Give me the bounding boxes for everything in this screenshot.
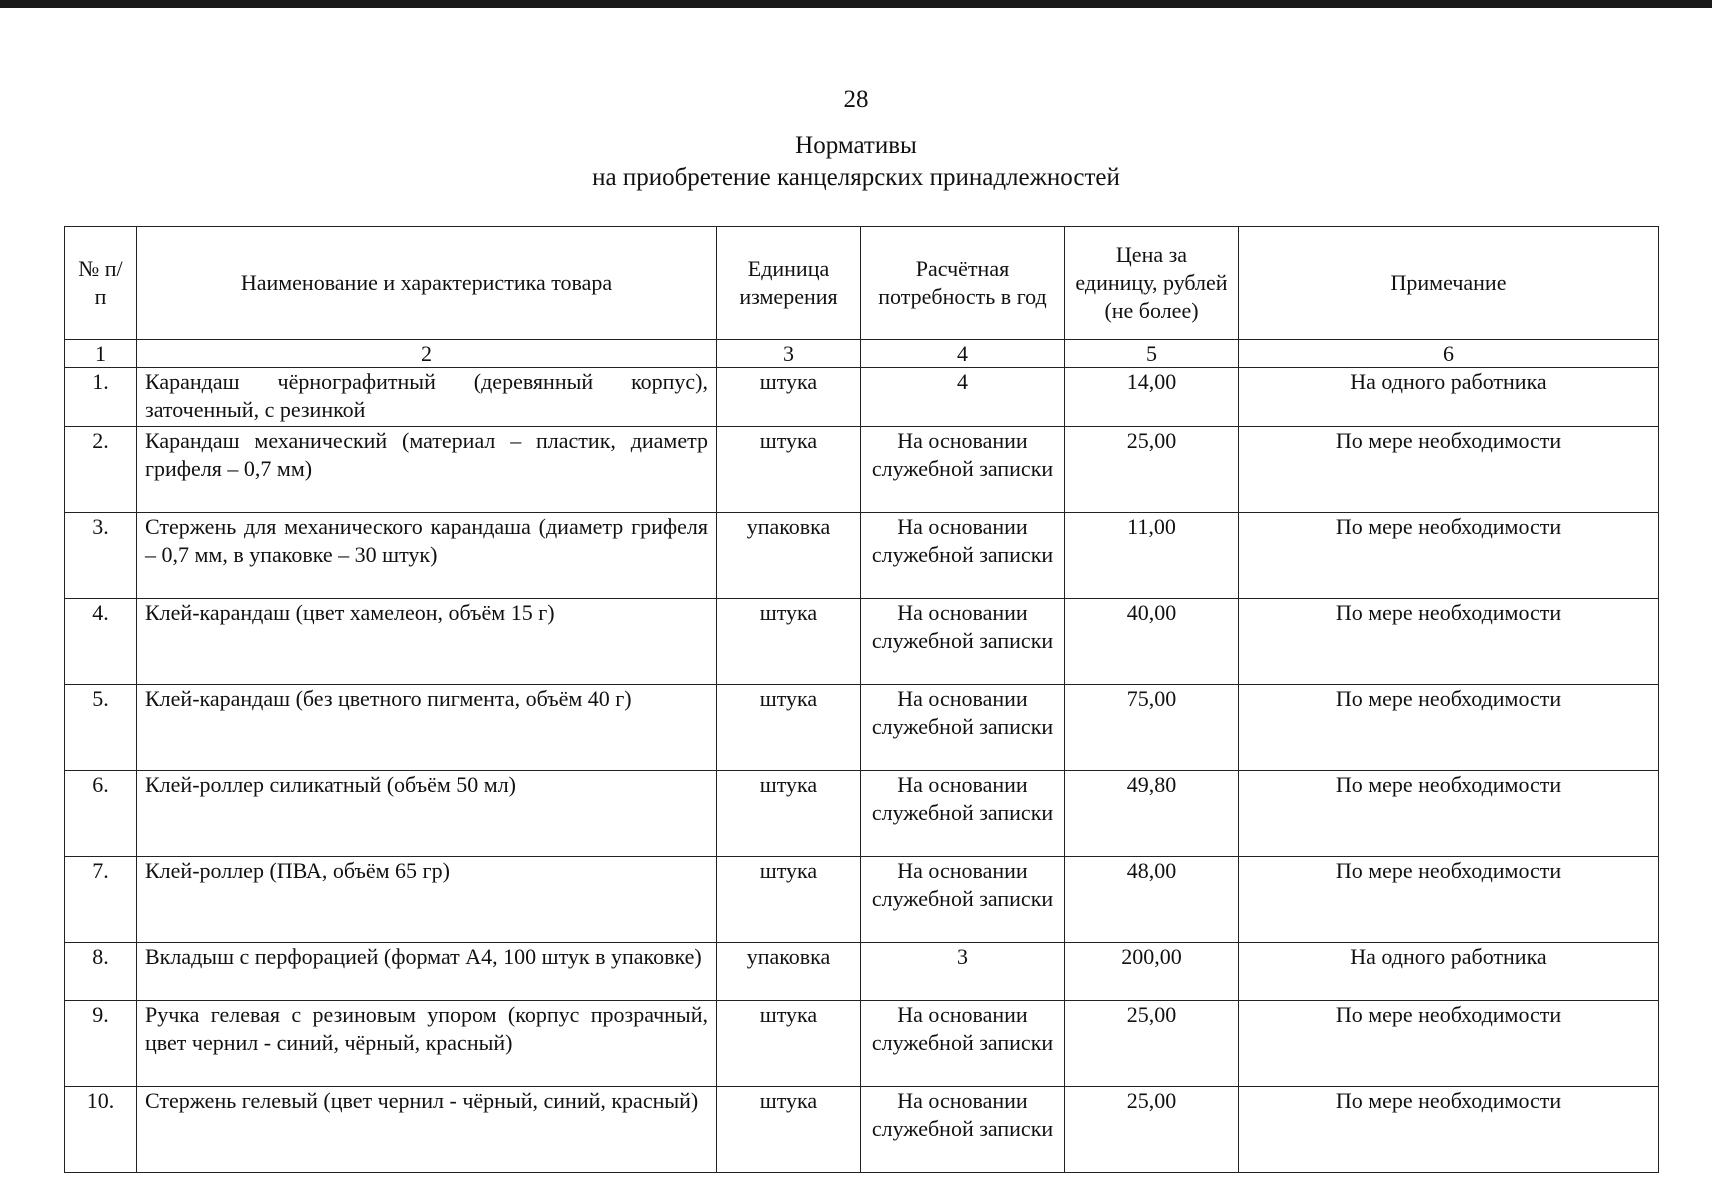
scan-top-border — [0, 0, 1712, 8]
item-note: На одного работника — [1239, 943, 1659, 1001]
item-name: Вкладыш с перфорацией (формат А4, 100 штук в упаковке) — [137, 943, 717, 1001]
document-title — [0, 130, 1712, 194]
column-number: 4 — [861, 340, 1065, 368]
item-name: Стержень для механического карандаша (диаметр грифеля – 0,7 мм, в упаковке – 30 штук) — [137, 513, 717, 599]
item-note: По мере необходимости — [1239, 599, 1659, 685]
item-note: На одного работника — [1239, 368, 1659, 427]
item-annual-need: На основании служебной записки — [861, 599, 1065, 685]
item-price: 75,00 — [1065, 685, 1239, 771]
row-number: 4. — [65, 599, 137, 685]
item-annual-need: На основании служебной записки — [861, 857, 1065, 943]
item-name: Карандаш механический (материал – пластик, диаметр грифеля – 0,7 мм) — [137, 427, 717, 513]
item-name: Ручка гелевая с резиновым упором (корпус прозрачный, цвет чернил - синий, чёрный, красный) — [137, 1001, 717, 1087]
column-number: 5 — [1065, 340, 1239, 368]
item-unit: штука — [717, 1087, 861, 1173]
item-unit: штука — [717, 599, 861, 685]
row-number: 5. — [65, 685, 137, 771]
header-qty: Расчётная потребность в год — [861, 227, 1065, 340]
column-number: 2 — [137, 340, 717, 368]
row-number: 1. — [65, 368, 137, 427]
item-annual-need: На основании служебной записки — [861, 771, 1065, 857]
item-annual-need: На основании служебной записки — [861, 513, 1065, 599]
row-number: 6. — [65, 771, 137, 857]
item-note: По мере необходимости — [1239, 1087, 1659, 1173]
table-row — [65, 368, 1659, 427]
header-num: № п/п — [65, 227, 137, 340]
item-note: По мере необходимости — [1239, 857, 1659, 943]
item-unit: упаковка — [717, 943, 861, 1001]
item-price: 14,00 — [1065, 368, 1239, 427]
item-price: 48,00 — [1065, 857, 1239, 943]
table-row — [65, 1087, 1659, 1173]
header-name: Наименование и характеристика товара — [137, 227, 717, 340]
table-row — [65, 685, 1659, 771]
header-unit: Единица измерения — [717, 227, 861, 340]
table-row — [65, 599, 1659, 685]
item-price: 25,00 — [1065, 1087, 1239, 1173]
item-unit: штука — [717, 771, 861, 857]
column-number: 3 — [717, 340, 861, 368]
row-number: 9. — [65, 1001, 137, 1087]
title-line-1: Нормативы — [795, 132, 917, 159]
item-price: 25,00 — [1065, 427, 1239, 513]
item-annual-need: На основании служебной записки — [861, 1087, 1065, 1173]
header-row — [65, 227, 1659, 340]
column-number-row — [65, 340, 1659, 368]
item-annual-need: 4 — [861, 368, 1065, 427]
item-note: По мере необходимости — [1239, 1001, 1659, 1087]
item-annual-need: На основании служебной записки — [861, 427, 1065, 513]
table-row — [65, 857, 1659, 943]
item-name: Клей-карандаш (цвет хамелеон, объём 15 г) — [137, 599, 717, 685]
item-name: Клей-карандаш (без цветного пигмента, объём 40 г) — [137, 685, 717, 771]
table-row — [65, 427, 1659, 513]
item-unit: штука — [717, 427, 861, 513]
item-unit: штука — [717, 685, 861, 771]
column-number: 6 — [1239, 340, 1659, 368]
item-annual-need: На основании служебной записки — [861, 685, 1065, 771]
header-price: Цена за единицу, рублей (не более) — [1065, 227, 1239, 340]
item-note: По мере необходимости — [1239, 771, 1659, 857]
row-number: 3. — [65, 513, 137, 599]
row-number: 8. — [65, 943, 137, 1001]
item-price: 49,80 — [1065, 771, 1239, 857]
item-name: Карандаш чёрнографитный (деревянный корпус), заточенный, с резинкой — [137, 368, 717, 427]
column-number: 1 — [65, 340, 137, 368]
table-row — [65, 513, 1659, 599]
item-unit: штука — [717, 1001, 861, 1087]
page-number: 28 — [843, 86, 869, 113]
item-annual-need: На основании служебной записки — [861, 1001, 1065, 1087]
item-price: 25,00 — [1065, 1001, 1239, 1087]
item-unit: упаковка — [717, 513, 861, 599]
row-number: 10. — [65, 1087, 137, 1173]
row-number: 7. — [65, 857, 137, 943]
table-row — [65, 943, 1659, 1001]
item-note: По мере необходимости — [1239, 427, 1659, 513]
item-price: 11,00 — [1065, 513, 1239, 599]
item-note: По мере необходимости — [1239, 513, 1659, 599]
header-note: Примечание — [1239, 227, 1659, 340]
item-price: 40,00 — [1065, 599, 1239, 685]
item-note: По мере необходимости — [1239, 685, 1659, 771]
item-annual-need: 3 — [861, 943, 1065, 1001]
norms-table — [64, 226, 1659, 1173]
item-name: Клей-роллер силикатный (объём 50 мл) — [137, 771, 717, 857]
row-number: 2. — [65, 427, 137, 513]
title-line-2: на приобретение канцелярских принадлежностей — [592, 164, 1120, 191]
item-price: 200,00 — [1065, 943, 1239, 1001]
table-row — [65, 1001, 1659, 1087]
item-name: Стержень гелевый (цвет чернил - чёрный, синий, красный) — [137, 1087, 717, 1173]
item-unit: штука — [717, 368, 861, 427]
item-name: Клей-роллер (ПВА, объём 65 гр) — [137, 857, 717, 943]
item-unit: штука — [717, 857, 861, 943]
table-row — [65, 771, 1659, 857]
